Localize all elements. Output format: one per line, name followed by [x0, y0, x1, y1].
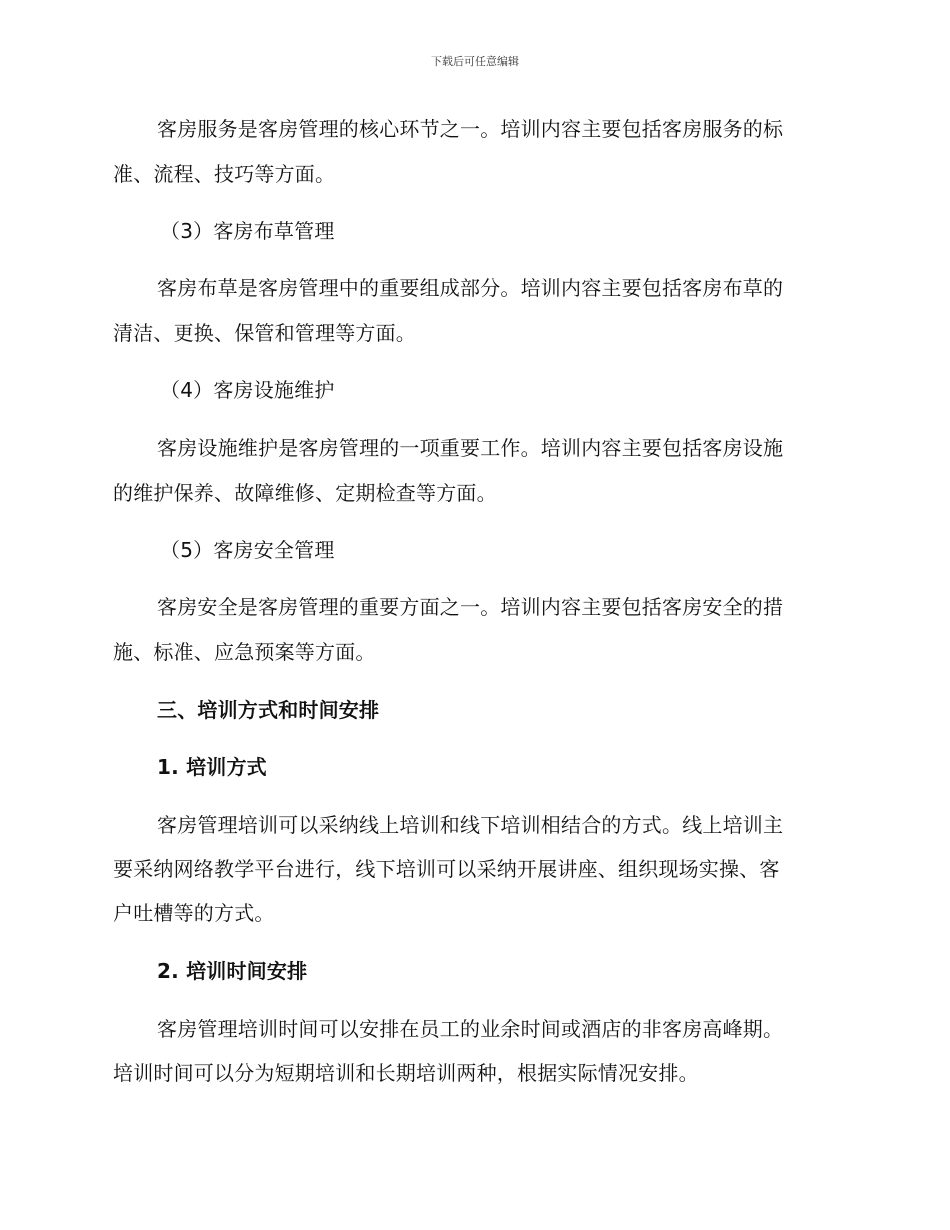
- paragraph-safety-line2: 施、标准、应急预案等方面。: [113, 640, 376, 664]
- page-header-note: 下载后可任意编辑: [431, 55, 519, 68]
- heading-facility-maintenance: （4）客房设施维护: [160, 378, 335, 402]
- paragraph-facility-line2: 的维护保养、故障维修、定期检查等方面。: [113, 481, 497, 505]
- paragraph-schedule-line1: 客房管理培训时间可以安排在员工的业余时间或酒店的非客房高峰期。: [157, 1017, 784, 1041]
- heading-linen-management: （3）客房布草管理: [160, 219, 335, 243]
- section-heading-training-methods-schedule: 三、培训方式和时间安排: [157, 698, 380, 722]
- paragraph-linen-line1: 客房布草是客房管理中的重要组成部分。培训内容主要包括客房布草的: [157, 276, 784, 300]
- paragraph-facility-line1: 客房设施维护是客房管理的一项重要工作。培训内容主要包括客房设施: [157, 436, 784, 460]
- paragraph-linen-line2: 清洁、更换、保管和管理等方面。: [113, 321, 416, 345]
- paragraph-methods-line3: 户吐槽等的方式。: [113, 901, 275, 925]
- paragraph-methods-line2: 要采纳网络教学平台进行，线下培训可以采纳开展讲座、组织现场实操、客: [113, 857, 780, 881]
- paragraph-schedule-line2: 培训时间可以分为短期培训和长期培训两种，根据实际情况安排。: [113, 1061, 699, 1085]
- heading-safety-management: （5）客房安全管理: [160, 538, 335, 562]
- paragraph-methods-line1: 客房管理培训可以采纳线上培训和线下培训相结合的方式。线上培训主: [157, 813, 784, 837]
- subheading-training-schedule: 2. 培训时间安排: [157, 959, 308, 983]
- paragraph-safety-line1: 客房安全是客房管理的重要方面之一。培训内容主要包括客房安全的措: [157, 595, 784, 619]
- paragraph-room-service-line2: 准、流程、技巧等方面。: [113, 162, 336, 186]
- paragraph-room-service-line1: 客房服务是客房管理的核心环节之一。培训内容主要包括客房服务的标: [157, 117, 784, 141]
- subheading-training-methods: 1. 培训方式: [157, 755, 267, 779]
